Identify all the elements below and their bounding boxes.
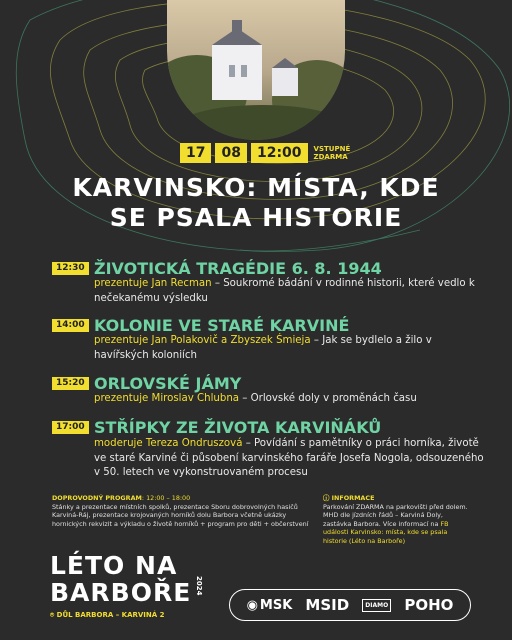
program-desc xyxy=(94,277,484,306)
program-desc-rest: – Povídání s pamětníky o práci horníka, životě ve staré Karviné či působení karvinského faráře Josefa Nogola, odsouzeného v 50. letech ve vykonstruovaném procesu xyxy=(94,438,484,478)
program-desc xyxy=(94,437,484,481)
address xyxy=(50,611,164,620)
program-title: ORLOVSKÉ JÁMY xyxy=(94,374,242,393)
festival-year: 2024 xyxy=(195,576,203,596)
program-desc xyxy=(94,334,484,363)
program-desc-rest: – Orlovské doly v proměnách času xyxy=(239,393,417,404)
festival-name xyxy=(50,552,191,606)
program-role: prezentuje Jan Recman xyxy=(94,278,212,289)
date-month: 08 xyxy=(215,143,246,163)
program-desc-rest: – Jak se bydlelo a žilo v havířských koloniích xyxy=(94,335,432,361)
accompanying-heading: DOPROVODNÝ PROGRAM xyxy=(52,494,142,502)
poho-logo: POHO xyxy=(404,596,454,614)
program-role: prezentuje Miroslav Chlubna xyxy=(94,393,240,404)
title-line1: KARVINSKO: MÍSTA, KDE xyxy=(72,173,440,202)
location-pin-icon: ⌾ xyxy=(50,611,57,619)
info-text: Parkování ZDARMA na parkovišti před dolem. MHD dle jízdních řádů – Karviná Doly, zastávka Barbora. Více informací na xyxy=(323,502,468,528)
program-desc-rest: – Soukromé bádání v rodinné historii, které vedlo k nečekanému výsledku xyxy=(94,278,475,304)
program-time: 15:20 xyxy=(52,377,89,390)
program-time: 14:00 xyxy=(52,319,89,332)
accompanying-time: : 12:00 – 18:00 xyxy=(141,494,191,502)
info-icon: ⓘ xyxy=(323,494,332,502)
msid-logo: MSID xyxy=(305,596,350,614)
program-time: 12:30 xyxy=(52,262,89,275)
program-time: 17:00 xyxy=(52,421,89,434)
msk-logo xyxy=(247,598,293,613)
festival-name-line1: LÉTO NA xyxy=(50,551,178,580)
event-date xyxy=(180,143,350,163)
free-entry-line2: ZDARMA xyxy=(313,153,348,161)
accompanying-program xyxy=(52,494,310,528)
program-role: moderuje Tereza Ondruszová xyxy=(94,438,243,449)
accompanying-text: Stánky a prezentace místních spolků, prezentace Sboru dobrovolných hasičů Karviná-Ráj, prezentace krojovaných horníků dolu Barbora včetně ukázky hornických rekvizit a výkladu o životě horníků + program pro děti + občerstvení xyxy=(52,502,309,528)
date-day: 17 xyxy=(180,143,211,163)
msk-emblem-icon: ◉ xyxy=(246,597,258,613)
title-line2: SE PSALA HISTORIE xyxy=(109,203,403,232)
info-heading: INFORMACE xyxy=(331,494,375,502)
program-title: STŘÍPKY ZE ŽIVOTA KARVIŇÁKŮ xyxy=(94,418,382,437)
msk-logo-text: MSK xyxy=(259,597,293,613)
free-entry-line1: VSTUPNÉ xyxy=(313,145,351,153)
program-role: prezentuje Jan Polakovič a Zbyszek Śmieja xyxy=(94,335,311,346)
free-entry xyxy=(314,145,351,161)
sponsor-logos xyxy=(229,589,471,621)
date-time: 12:00 xyxy=(251,143,308,163)
festival-name-line2: BARBOŘE xyxy=(50,578,192,607)
info-fb-link[interactable]: FB události Karvinsko: místa, kde se psala historie (Léto na Barboře) xyxy=(323,519,449,545)
program-title: KOLONIE VE STARÉ KARVINÉ xyxy=(94,316,350,335)
diamo-logo: DIAMO xyxy=(362,599,391,612)
event-title xyxy=(0,173,512,233)
info-block xyxy=(323,494,473,546)
program-title: ŽIVOTICKÁ TRAGÉDIE 6. 8. 1944 xyxy=(94,259,382,278)
program-desc xyxy=(94,392,484,407)
address-text: DŮL BARBORA – KARVINÁ 2 xyxy=(56,611,165,619)
